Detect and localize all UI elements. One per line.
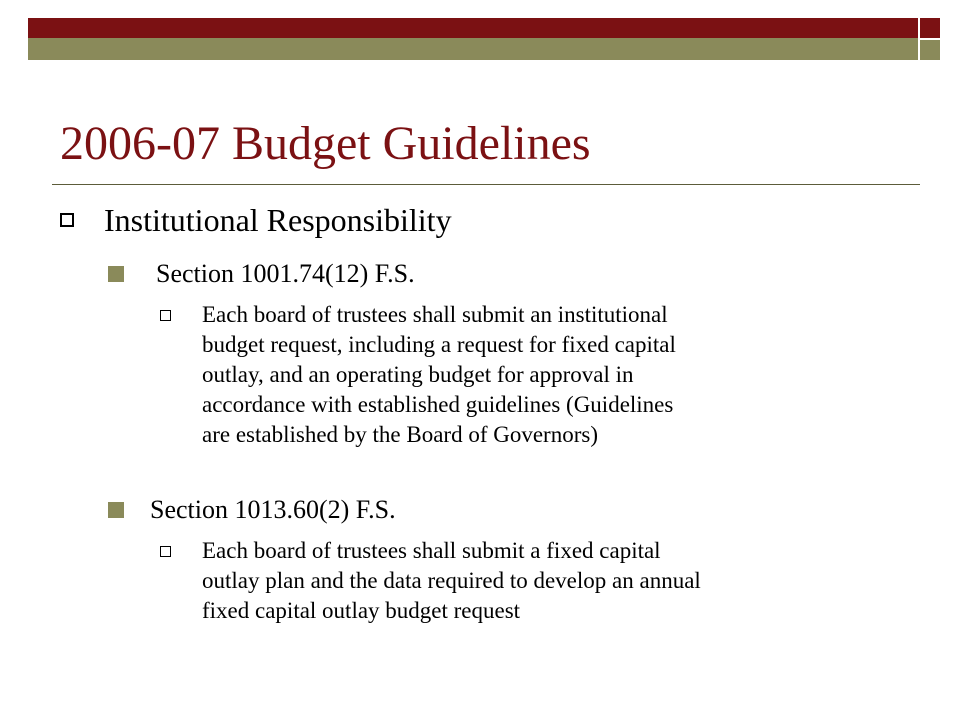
detail-line: are established by the Board of Governors) xyxy=(202,422,598,447)
detail-line: accordance with established guidelines (Guidelines xyxy=(202,392,674,417)
detail-line: outlay plan and the data required to develop an annual xyxy=(202,568,701,593)
detail-line: outlay, and an operating budget for approval in xyxy=(202,362,634,387)
header-bar-maroon xyxy=(28,18,920,38)
header-box-maroon xyxy=(920,18,940,38)
hollow-square-icon xyxy=(60,213,74,227)
olive-square-icon xyxy=(108,502,124,518)
olive-square-icon xyxy=(108,266,124,282)
section-item-1 xyxy=(108,256,415,292)
section-item-2 xyxy=(108,492,396,528)
title-divider xyxy=(52,184,920,185)
section-detail-text xyxy=(202,536,902,626)
small-hollow-square-icon xyxy=(160,310,171,321)
detail-line: budget request, including a request for fixed capital xyxy=(202,332,676,357)
section-label: Section 1013.60(2) F.S. xyxy=(150,495,396,524)
slide-title: 2006-07 Budget Guidelines xyxy=(60,117,591,170)
heading-bullet-item xyxy=(60,196,452,244)
small-hollow-square-icon xyxy=(160,546,171,557)
section-label: Section 1001.74(12) F.S. xyxy=(156,259,415,288)
header-box-olive xyxy=(920,40,940,60)
heading-text: Institutional Responsibility xyxy=(104,202,452,238)
detail-line: fixed capital outlay budget request xyxy=(202,598,521,623)
detail-line: Each board of trustees shall submit an institutional xyxy=(202,302,668,327)
detail-line: Each board of trustees shall submit a fixed capital xyxy=(202,538,661,563)
section-detail-text xyxy=(202,300,902,450)
